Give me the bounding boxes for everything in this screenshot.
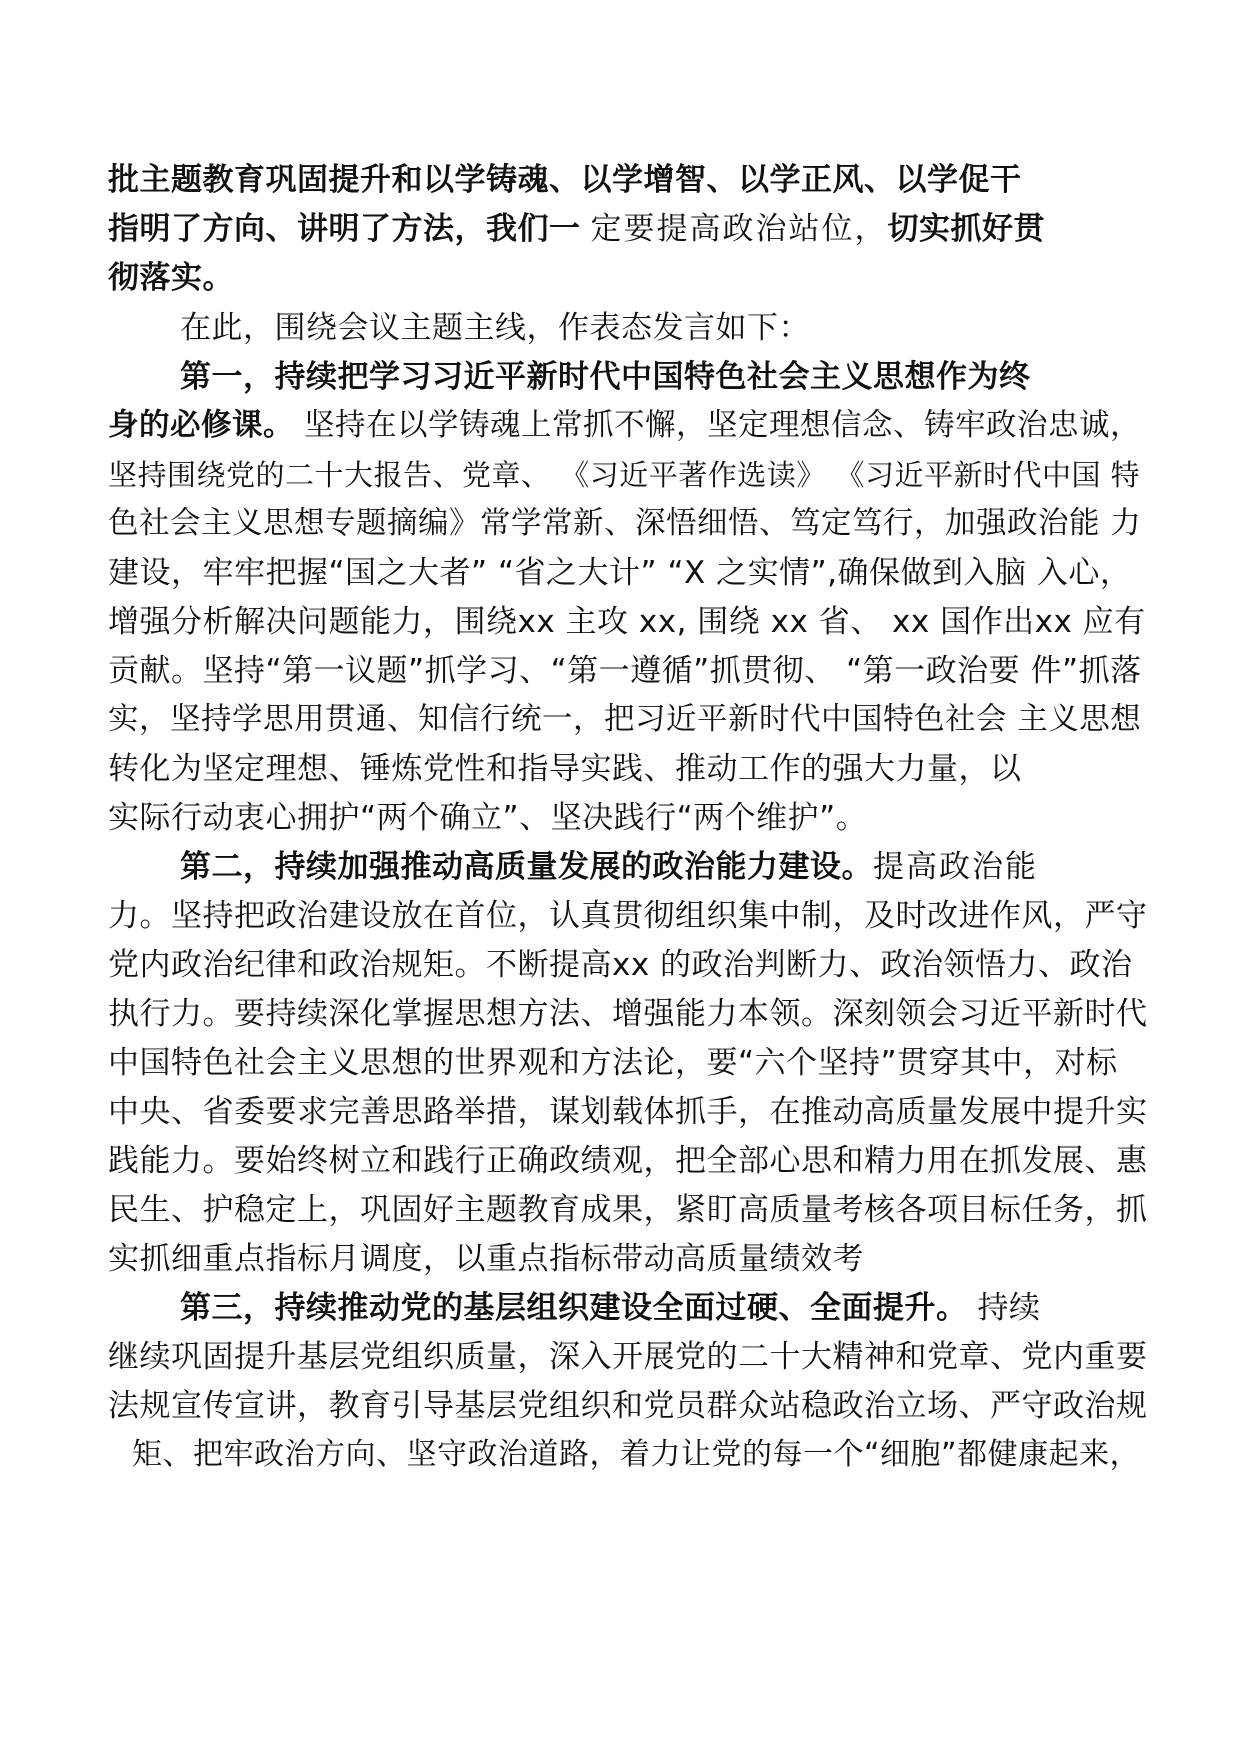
text-normal: 持续 bbox=[977, 1290, 1041, 1326]
text-normal: 民生、护稳定上，巩固好主题教育成果，紧盯高质量考核各项目标任务，抓 bbox=[108, 1192, 1148, 1228]
text-line bbox=[108, 1190, 1148, 1230]
text-normal: 践能力。要始终树立和践行正确政绩观，把全部心思和精力用在抓发展、惠 bbox=[108, 1143, 1148, 1179]
text-normal: 实，坚持学思用贯通、知信行统一，把习近平新时代中国特色社会 主义思想 bbox=[108, 702, 1142, 737]
text-normal: 坚持在以学铸魂上常抓不懈，坚定理想信念、铸牢政治忠诚， bbox=[304, 408, 1141, 443]
text-bold: 身的必修课。 bbox=[108, 408, 294, 443]
text-line bbox=[108, 160, 1022, 200]
section-heading bbox=[180, 357, 1031, 397]
text-line bbox=[108, 651, 1142, 691]
text-normal: 实际行动衷心拥护“两个确立”、坚决践行“两个维护”。 bbox=[108, 800, 868, 836]
text-line bbox=[108, 994, 1148, 1034]
text-normal: 在此，围绕会议主题主线，作表态发言如下： bbox=[180, 310, 810, 346]
text-line bbox=[108, 1386, 1148, 1426]
text-bold: 第一，持续把学习习近平新时代中国特色社会主义思想作为终 bbox=[180, 359, 1031, 395]
text-line bbox=[108, 209, 1045, 249]
text-normal: 色社会主义思想专题摘编》常学常新、深悟细悟、笃定笃行，加强政治能 力 bbox=[108, 506, 1142, 541]
text-line bbox=[108, 455, 1140, 495]
text-line bbox=[108, 1337, 1148, 1377]
text-normal: 矩、把牢政治方向、坚守政治道路，着力让党的每一个“细胞”都健康起来， bbox=[132, 1437, 1141, 1472]
text-bold: 指明了方向、讲明了方法，我们一 bbox=[108, 211, 581, 247]
section-heading bbox=[180, 1288, 1041, 1328]
text-line bbox=[108, 258, 234, 298]
text-bold: 第三，持续推动党的基层组织建设全面过硬、全面提升。 bbox=[180, 1290, 968, 1326]
text-line bbox=[180, 308, 810, 348]
text-line bbox=[108, 896, 1148, 936]
text-normal: 法规宣传宣讲，教育引导基层党组织和党员群众站稳政治立场、严守政治规 bbox=[108, 1388, 1148, 1424]
text-normal: 增强分析解决问题能力，围绕xx 主攻 xx, 围绕 xx 省、 xx 国作出xx 应有 bbox=[108, 604, 1146, 640]
text-line bbox=[108, 602, 1146, 642]
text-normal: 执行力。要持续深化掌握思想方法、增强能力本领。深刻领会习近平新时代 bbox=[108, 996, 1148, 1032]
text-normal: 实抓细重点指标月调度，以重点指标带动高质量绩效考 bbox=[108, 1241, 864, 1277]
text-normal: 定要提高政治站位， bbox=[590, 211, 888, 247]
text-normal: 中国特色社会主义思想的世界观和方法论，要“六个坚持”贯穿其中，对标 bbox=[108, 1045, 1118, 1081]
text-line bbox=[108, 945, 1133, 985]
text-normal: 中央、省委要求完善思路举措，谋划载体抓手，在推动高质量发展中提升实 bbox=[108, 1094, 1148, 1130]
text-line bbox=[108, 1043, 1118, 1083]
text-line bbox=[108, 406, 1141, 446]
text-line bbox=[108, 700, 1141, 740]
text-normal: 贡献。坚持“第一议题”抓学习、“第一遵循”抓贯彻、 “第一政治要 件”抓落 bbox=[108, 653, 1142, 689]
text-normal: 力。坚持把政治建设放在首位，认真贯彻组织集中制，及时改进作风，严守 bbox=[108, 898, 1148, 934]
section-heading bbox=[180, 847, 1038, 887]
text-normal: 继续巩固提升基层党组织质量，深入开展党的二十大精神和党章、党内重要 bbox=[108, 1339, 1148, 1375]
text-normal: 转化为坚定理想、锤炼党性和指导实践、推动工作的强大力量，以 bbox=[108, 751, 1022, 787]
text-normal: 建设，牢牢把握“国之大者” “省之大计” “X 之实情”,确保做到入脑 入心， bbox=[108, 555, 1132, 591]
text-normal: 坚持围绕党的二十大报告、党章、 《习近平著作选读》 《习近平新时代中国 特 bbox=[108, 458, 1141, 492]
text-bold: 彻落实。 bbox=[108, 260, 234, 296]
text-normal: 党内政治纪律和政治规矩。不断提高xx 的政治判断力、政治领悟力、政治 bbox=[108, 947, 1133, 983]
text-line bbox=[132, 1435, 1140, 1475]
text-normal: 提高政治能 bbox=[873, 849, 1038, 885]
text-line bbox=[108, 798, 867, 838]
text-line bbox=[108, 1239, 864, 1279]
text-line bbox=[108, 1092, 1148, 1132]
text-bold: 第二，持续加强推动高质量发展的政治能力建设。 bbox=[180, 849, 873, 885]
text-line bbox=[108, 1141, 1148, 1181]
text-bold: 切实抓好贯 bbox=[887, 211, 1045, 247]
text-line bbox=[108, 553, 1131, 593]
text-line bbox=[108, 504, 1141, 544]
text-bold: 批主题教育巩固提升和以学铸魂、以学增智、以学正风、以学促干 bbox=[108, 162, 1022, 198]
text-line bbox=[108, 749, 1022, 789]
